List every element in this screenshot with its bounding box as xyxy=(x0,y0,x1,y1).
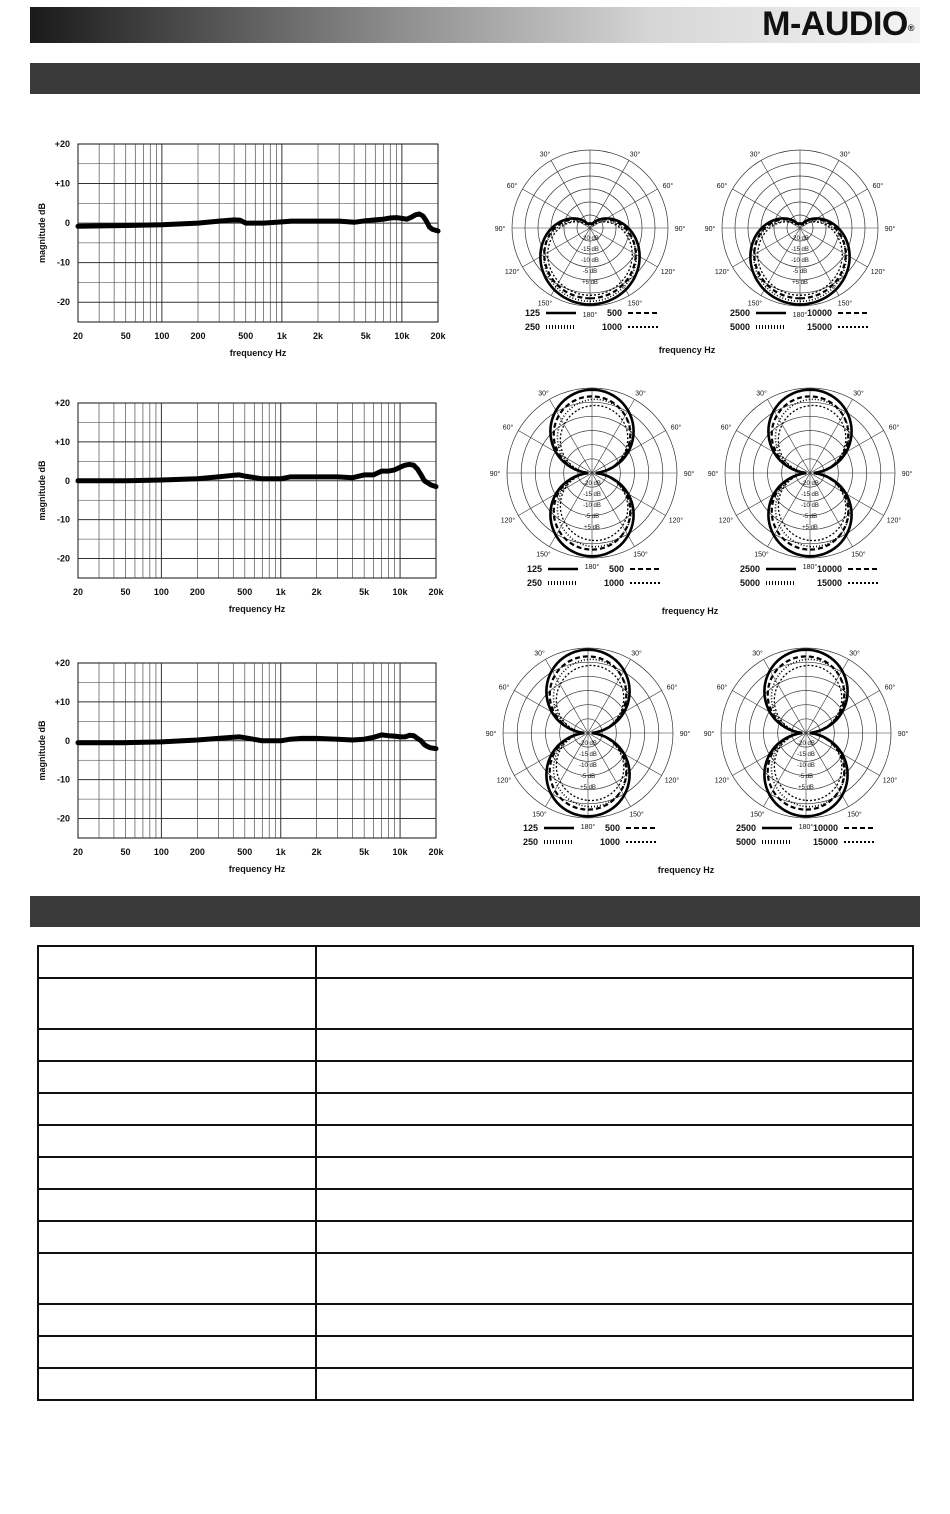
polar-angle-label: 180° xyxy=(582,312,598,319)
spec-label-cell xyxy=(38,1157,316,1189)
legend-label: 1000 xyxy=(601,322,622,332)
polar-angle-label: 120° xyxy=(870,269,886,276)
polar-angle-label: 90° xyxy=(679,731,691,738)
spec-row xyxy=(38,1125,913,1157)
polar-angle-label: 60° xyxy=(502,424,514,432)
x-tick-label: 1k xyxy=(275,847,286,857)
polar-angle-label: 90° xyxy=(674,226,686,233)
polar-angle-label: 30° xyxy=(629,151,641,159)
polar-angle-label: 120° xyxy=(668,517,684,525)
polar-ring-label: -5 dB xyxy=(584,514,600,520)
spec-row xyxy=(38,1093,913,1125)
y-tick-label: 0 xyxy=(64,735,70,746)
polar-angle-label: 120° xyxy=(718,517,734,525)
spec-value-cell xyxy=(316,978,913,1029)
polar-ring-label: -10 dB xyxy=(801,503,819,509)
polar-angle-label: 120° xyxy=(714,269,730,276)
y-tick-label: +10 xyxy=(54,436,70,447)
response-curve xyxy=(78,214,438,231)
polar-angle-label: 60° xyxy=(666,684,678,692)
legend-label: 5000 xyxy=(729,322,750,332)
x-axis-label: frequency Hz xyxy=(228,864,286,874)
legend-label: 2500 xyxy=(729,308,750,318)
polar-angle-label: 120° xyxy=(500,517,516,525)
polar-x-axis-label: frequency Hz xyxy=(658,345,716,355)
x-tick-label: 50 xyxy=(120,331,131,341)
spec-value-cell xyxy=(316,1368,913,1400)
polar-angle-label: 30° xyxy=(534,650,545,658)
polar-angle-label: 150° xyxy=(537,300,553,308)
legend-label: 2500 xyxy=(739,564,760,574)
polar-angle-label: 90° xyxy=(897,731,909,738)
legend-label: 10000 xyxy=(816,564,842,574)
polar-ring-label: -20 dB xyxy=(579,741,597,747)
polar-angle-label: 30° xyxy=(756,390,767,398)
legend-label: 1000 xyxy=(599,837,620,847)
polar-x-axis-label: frequency Hz xyxy=(657,865,715,875)
x-tick-label: 100 xyxy=(153,847,169,857)
polar-ring-label: -5 dB xyxy=(798,774,814,780)
polar-ring-label: -10 dB xyxy=(583,503,601,509)
specifications-table xyxy=(37,945,914,1401)
y-tick-label: 0 xyxy=(64,218,70,229)
legend-label: 2500 xyxy=(735,823,756,833)
legend-label: 125 xyxy=(524,308,540,318)
legend-label: 250 xyxy=(524,322,540,332)
y-tick-label: +20 xyxy=(54,398,70,408)
spec-row xyxy=(38,946,913,978)
polar-ring-label: -5 dB xyxy=(582,269,598,275)
legend-label: 125 xyxy=(522,823,538,833)
polar-ring-label: -20 dB xyxy=(791,236,809,242)
legend-label: 1000 xyxy=(603,578,624,588)
polar-ring-label: -10 dB xyxy=(797,763,815,769)
spec-row xyxy=(38,1253,913,1304)
x-tick-label: 1k xyxy=(276,331,287,341)
polar-angle-label: 150° xyxy=(532,811,547,819)
x-tick-label: 200 xyxy=(190,331,206,341)
polar-angle-label: 180° xyxy=(798,824,814,831)
polar-x-axis-label: frequency Hz xyxy=(661,606,719,616)
spec-row xyxy=(38,1061,913,1093)
spec-value-cell xyxy=(316,1221,913,1253)
polar-ring-label: -20 dB xyxy=(797,741,815,747)
polar-angle-label: 180° xyxy=(580,824,596,831)
response-plot-frame xyxy=(78,144,438,322)
spec-value-cell xyxy=(316,1125,913,1157)
x-tick-label: 2k xyxy=(311,847,322,857)
legend-label: 5000 xyxy=(735,837,756,847)
polar-angle-label: 150° xyxy=(629,811,644,819)
polar-angle-label: 60° xyxy=(716,684,728,692)
legend-label: 5000 xyxy=(739,578,760,588)
legend-label: 15000 xyxy=(806,322,832,332)
y-axis-label: magnitude dB xyxy=(37,203,47,263)
polar-angle-label: 150° xyxy=(747,300,763,308)
y-axis-label: magnitude dB xyxy=(37,720,47,781)
polar-angle-label: 180° xyxy=(792,312,808,319)
x-tick-label: 20 xyxy=(72,587,84,597)
spec-value-cell xyxy=(316,1061,913,1093)
y-tick-label: -20 xyxy=(56,813,70,824)
polar-ring-label: -20 dB xyxy=(801,481,819,487)
spec-row xyxy=(38,1221,913,1253)
spec-value-cell xyxy=(316,1253,913,1304)
polar-angle-label: 90° xyxy=(901,471,913,478)
polar-ring-label: -15 dB xyxy=(801,492,819,498)
x-tick-label: 100 xyxy=(154,331,170,341)
x-tick-label: 200 xyxy=(189,847,205,857)
polar-angle-label: 30° xyxy=(635,390,646,398)
spec-row xyxy=(38,1368,913,1400)
spec-value-cell xyxy=(316,1336,913,1368)
polar-angle-label: 150° xyxy=(633,551,648,559)
polar-ring-label: +5 dB xyxy=(580,785,596,791)
spec-label-cell xyxy=(38,1125,316,1157)
polar-angle-label: 150° xyxy=(837,300,853,308)
y-axis-label: magnitude dB xyxy=(37,460,47,521)
polar-ring-label: -5 dB xyxy=(580,774,596,780)
spec-label-cell xyxy=(38,1304,316,1336)
polar-angle-label: 30° xyxy=(849,650,860,658)
polar-angle-label: 30° xyxy=(631,650,642,658)
y-tick-label: +10 xyxy=(54,696,70,707)
polar-ring-label: -20 dB xyxy=(581,236,599,242)
spec-label-cell xyxy=(38,1336,316,1368)
x-tick-label: 1k xyxy=(275,587,286,597)
spec-value-cell xyxy=(316,1189,913,1221)
spec-row xyxy=(38,978,913,1029)
polar-angle-label: 60° xyxy=(498,684,510,692)
polar-angle-label: 150° xyxy=(847,811,862,819)
legend-label: 500 xyxy=(604,823,620,833)
polar-angle-label: 60° xyxy=(506,183,518,190)
polar-angle-label: 90° xyxy=(704,226,716,233)
legend-label: 250 xyxy=(522,837,538,847)
section-header-specifications xyxy=(30,896,920,927)
polar-angle-label: 120° xyxy=(660,269,676,276)
spec-row xyxy=(38,1157,913,1189)
polar-angle-label: 120° xyxy=(714,777,730,785)
response-curve xyxy=(78,464,436,486)
y-tick-label: -10 xyxy=(56,257,70,268)
response-curve xyxy=(78,735,436,749)
spec-value-cell xyxy=(316,946,913,978)
legend-label: 500 xyxy=(606,308,622,318)
polar-ring-label: +5 dB xyxy=(792,280,808,286)
polar-ring-label: -15 dB xyxy=(797,752,815,758)
spec-label-cell xyxy=(38,1253,316,1304)
registered-mark: ® xyxy=(907,23,914,33)
polar-ring-label: -15 dB xyxy=(583,492,601,498)
polar-ring-label: -5 dB xyxy=(802,514,818,520)
spec-label-cell xyxy=(38,1061,316,1093)
legend-label: 125 xyxy=(526,564,542,574)
spec-label-cell xyxy=(38,978,316,1029)
polar-angle-label: 60° xyxy=(888,424,900,432)
x-tick-label: 500 xyxy=(237,587,253,597)
spec-value-cell xyxy=(316,1093,913,1125)
polar-angle-label: 150° xyxy=(536,551,551,559)
polar-angle-label: 180° xyxy=(802,564,818,571)
polar-angle-label: 90° xyxy=(703,731,715,738)
polar-angle-label: 30° xyxy=(749,151,761,159)
legend-label: 10000 xyxy=(812,823,838,833)
polar-angle-label: 120° xyxy=(504,269,520,276)
y-tick-label: -10 xyxy=(56,514,70,525)
polar-angle-label: 90° xyxy=(494,226,506,233)
x-tick-label: 50 xyxy=(120,587,131,597)
x-tick-label: 200 xyxy=(189,587,205,597)
spec-value-cell xyxy=(316,1304,913,1336)
polar-ring-label: +5 dB xyxy=(802,525,818,531)
polar-angle-label: 30° xyxy=(538,390,549,398)
polar-angle-label: 90° xyxy=(683,471,695,478)
spec-value-cell xyxy=(316,1157,913,1189)
y-tick-label: -20 xyxy=(56,553,70,564)
polar-angle-label: 30° xyxy=(853,390,864,398)
x-tick-label: 500 xyxy=(238,331,254,341)
polar-angle-label: 120° xyxy=(496,777,512,785)
x-tick-label: 500 xyxy=(237,847,253,857)
legend-label: 15000 xyxy=(816,578,842,588)
polar-ring-label: -5 dB xyxy=(792,269,808,275)
x-tick-label: 20 xyxy=(72,847,84,857)
legend-label: 10000 xyxy=(806,308,832,318)
polar-angle-label: 90° xyxy=(707,471,719,478)
polar-angle-label: 60° xyxy=(884,684,896,692)
polar-angle-label: 90° xyxy=(485,731,497,738)
spec-label-cell xyxy=(38,1368,316,1400)
spec-row xyxy=(38,1304,913,1336)
polar-ring-label: -15 dB xyxy=(581,247,599,253)
polar-angle-label: 60° xyxy=(872,183,884,190)
x-tick-label: 5k xyxy=(359,847,370,857)
x-tick-label: 20 xyxy=(72,331,84,341)
legend-label: 250 xyxy=(526,578,542,588)
x-tick-label: 5k xyxy=(359,587,370,597)
polar-angle-label: 30° xyxy=(539,151,551,159)
polar-angle-label: 30° xyxy=(752,650,763,658)
spec-label-cell xyxy=(38,1093,316,1125)
x-tick-label: 10k xyxy=(392,847,408,857)
polar-ring-label: -10 dB xyxy=(579,763,597,769)
x-tick-label: 2k xyxy=(312,331,324,341)
polar-angle-label: 60° xyxy=(662,183,674,190)
x-tick-label: 20k xyxy=(428,847,444,857)
polar-angle-label: 150° xyxy=(754,551,769,559)
polar-angle-label: 180° xyxy=(584,564,600,571)
y-tick-label: 0 xyxy=(64,475,70,486)
x-tick-label: 50 xyxy=(120,847,131,857)
spec-label-cell xyxy=(38,1189,316,1221)
response-plot-frame xyxy=(78,663,436,838)
x-tick-label: 2k xyxy=(311,587,322,597)
polar-angle-label: 150° xyxy=(851,551,866,559)
spec-row xyxy=(38,1029,913,1061)
polar-angle-label: 120° xyxy=(664,777,680,785)
polar-ring-label: -15 dB xyxy=(791,247,809,253)
legend-label: 15000 xyxy=(812,837,838,847)
spec-value-cell xyxy=(316,1029,913,1061)
polar-angle-label: 150° xyxy=(627,300,643,308)
polar-ring-label: -15 dB xyxy=(579,752,597,758)
spec-label-cell xyxy=(38,1221,316,1253)
spec-label-cell xyxy=(38,1029,316,1061)
polar-angle-label: 120° xyxy=(886,517,902,525)
polar-angle-label: 30° xyxy=(839,151,851,159)
polar-ring-label: +5 dB xyxy=(798,785,814,791)
legend-label: 500 xyxy=(608,564,624,574)
y-tick-label: -20 xyxy=(56,297,70,308)
polar-angle-label: 60° xyxy=(720,424,732,432)
x-tick-label: 20k xyxy=(428,587,444,597)
polar-angle-label: 90° xyxy=(884,226,896,233)
x-tick-label: 10k xyxy=(392,587,408,597)
x-tick-label: 5k xyxy=(360,331,371,341)
x-axis-label: frequency Hz xyxy=(228,604,286,614)
polar-angle-label: 150° xyxy=(750,811,765,819)
spec-label-cell xyxy=(38,946,316,978)
y-tick-label: -10 xyxy=(56,774,70,785)
x-tick-label: 10k xyxy=(394,331,410,341)
response-plot-frame xyxy=(78,403,436,578)
polar-angle-label: 60° xyxy=(716,183,728,190)
polar-ring-label: -10 dB xyxy=(791,258,809,264)
brand-name: M-AUDIO xyxy=(762,5,908,43)
y-tick-label: +20 xyxy=(54,658,70,668)
polar-ring-label: -20 dB xyxy=(583,481,601,487)
y-tick-label: +10 xyxy=(54,178,70,189)
polar-angle-label: 60° xyxy=(670,424,682,432)
y-tick-label: +20 xyxy=(54,139,70,149)
spec-row xyxy=(38,1189,913,1221)
polar-ring-label: -10 dB xyxy=(581,258,599,264)
polar-angle-label: 120° xyxy=(882,777,898,785)
x-tick-label: 100 xyxy=(153,587,169,597)
polar-ring-label: +5 dB xyxy=(582,280,598,286)
x-tick-label: 20k xyxy=(430,331,446,341)
polar-ring-label: +5 dB xyxy=(584,525,600,531)
x-axis-label: frequency Hz xyxy=(229,348,287,358)
spec-row xyxy=(38,1336,913,1368)
polar-angle-label: 90° xyxy=(489,471,501,478)
